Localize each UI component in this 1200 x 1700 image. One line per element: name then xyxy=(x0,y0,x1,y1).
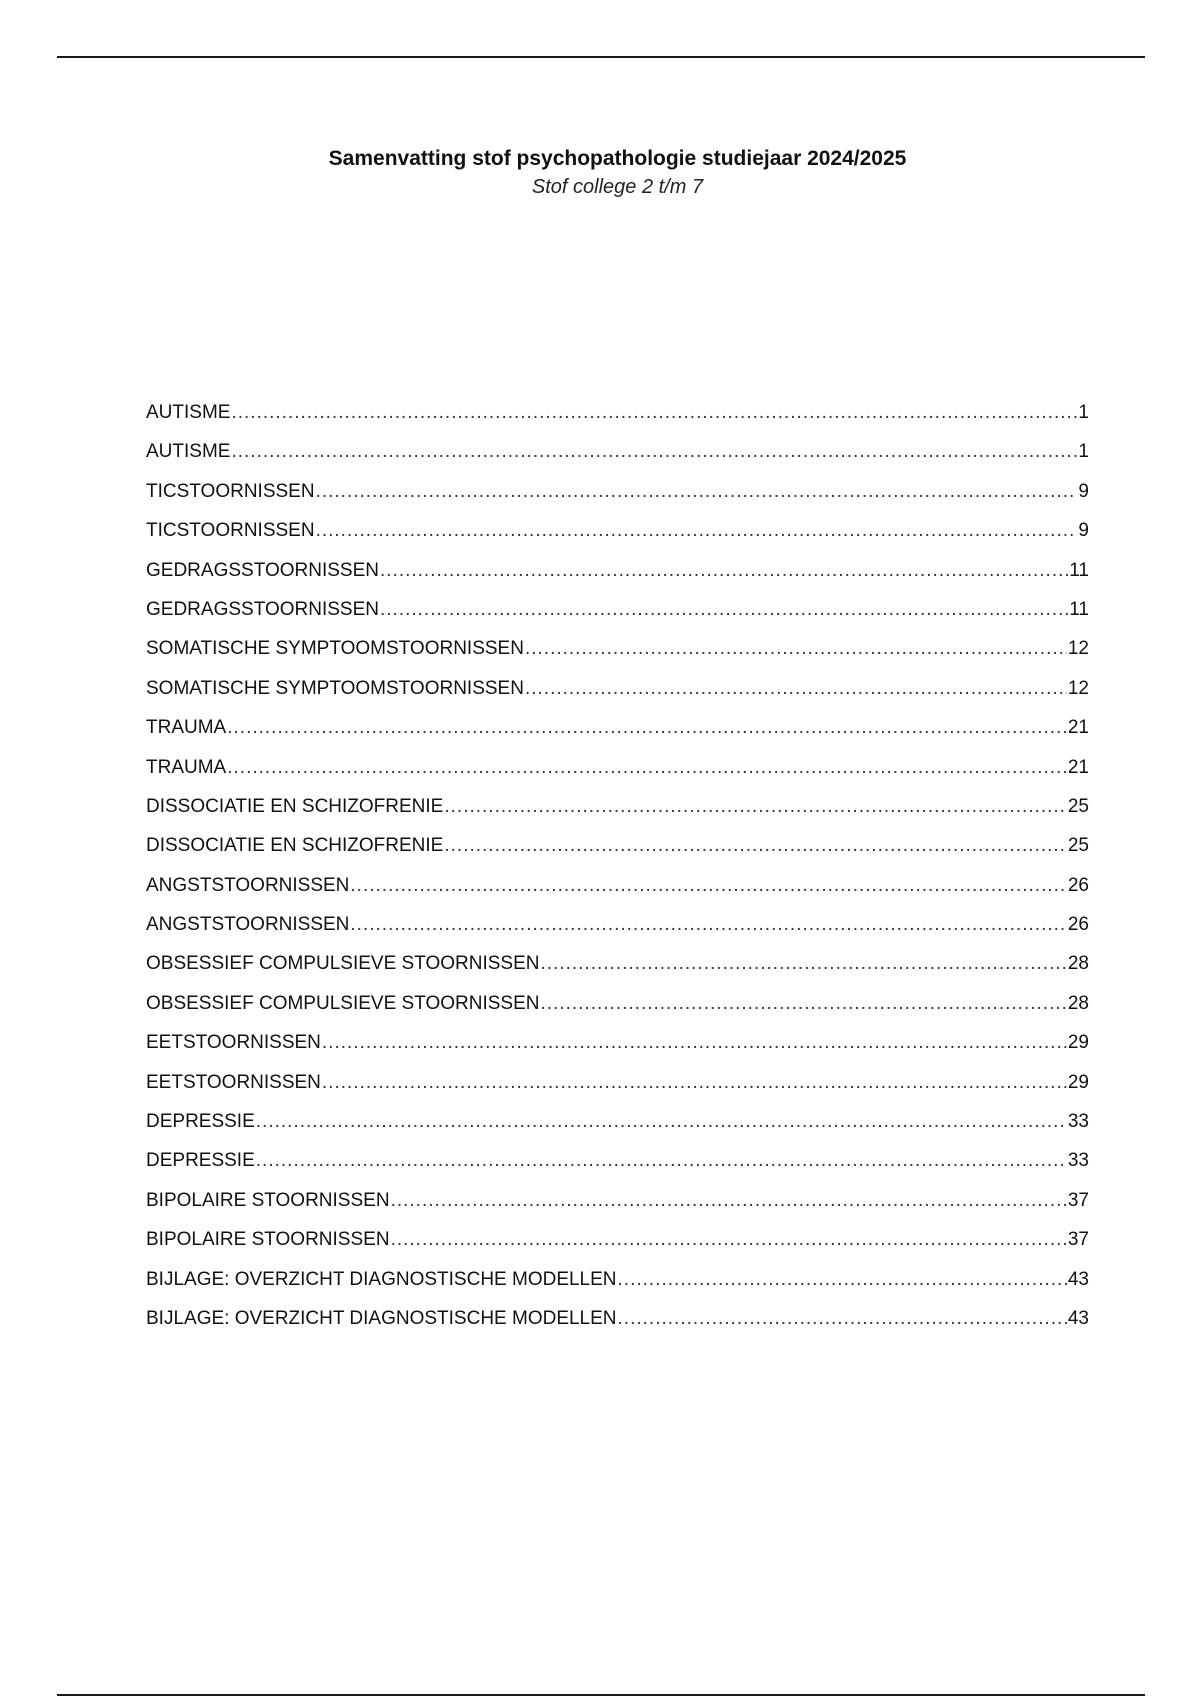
toc-entry-label: SOMATISCHE SYMPTOOMSTOORNISSEN xyxy=(146,677,524,699)
toc-entry[interactable] xyxy=(146,992,1089,1031)
toc-entry-label: EETSTOORNISSEN xyxy=(146,1032,321,1054)
toc-entry-page: 29 xyxy=(1067,1032,1089,1054)
toc-entry[interactable] xyxy=(146,952,1089,991)
toc-entry-page: 11 xyxy=(1069,559,1089,581)
toc-entry-label: ANGSTSTOORNISSEN xyxy=(146,874,350,896)
toc-dot-leader xyxy=(316,519,1078,543)
toc-entry[interactable] xyxy=(146,598,1089,637)
toc-entry[interactable] xyxy=(146,559,1089,598)
toc-entry-page: 1 xyxy=(1078,402,1089,423)
toc-entry-page: 12 xyxy=(1067,677,1089,699)
toc-entry[interactable] xyxy=(146,795,1089,834)
toc-entry-page: 43 xyxy=(1067,1268,1089,1290)
toc-entry-page: 9 xyxy=(1078,520,1089,542)
toc-dot-leader xyxy=(350,874,1066,898)
toc-entry-label: BIJLAGE: OVERZICHT DIAGNOSTISCHE MODELLEN xyxy=(146,1307,617,1329)
toc-entry[interactable] xyxy=(146,440,1089,479)
toc-entry-label: BIPOLAIRE STOORNISSEN xyxy=(146,1189,390,1211)
toc-entry-label: GEDRAGSSTOORNISSEN xyxy=(146,598,379,620)
toc-entry-label: BIJLAGE: OVERZICHT DIAGNOSTISCHE MODELLEN xyxy=(146,1268,617,1290)
toc-dot-leader xyxy=(540,952,1066,976)
toc-entry[interactable] xyxy=(146,913,1089,952)
header-rule xyxy=(57,56,1145,58)
toc-entry[interactable] xyxy=(146,480,1089,519)
toc-entry-page: 33 xyxy=(1067,1111,1089,1133)
toc-entry-page: 37 xyxy=(1067,1229,1089,1251)
toc-entry-label: OBSESSIEF COMPULSIEVE STOORNISSEN xyxy=(146,953,540,975)
document-title: Samenvatting stof psychopathologie studiejaar 2024/2025 xyxy=(328,147,907,170)
toc-entry-label: DEPRESSIE xyxy=(146,1150,255,1172)
toc-entry[interactable] xyxy=(146,1268,1089,1307)
toc-dot-leader xyxy=(256,1110,1067,1134)
toc-entry-page: 25 xyxy=(1067,835,1089,857)
toc-entry-page: 43 xyxy=(1067,1307,1089,1329)
toc-dot-leader xyxy=(391,1189,1067,1213)
toc-entry-page: 33 xyxy=(1067,1150,1089,1172)
toc-entry-label: AUTISME xyxy=(146,441,231,463)
toc-dot-leader xyxy=(380,598,1068,622)
toc-entry-label: GEDRAGSSTOORNISSEN xyxy=(146,559,379,581)
toc-entry-label: SOMATISCHE SYMPTOOMSTOORNISSEN xyxy=(146,638,524,660)
toc-dot-leader xyxy=(540,992,1066,1016)
toc-entry-label: DEPRESSIE xyxy=(146,1111,255,1133)
toc-entry[interactable] xyxy=(146,1071,1089,1110)
toc-entry-page: 28 xyxy=(1067,953,1089,975)
toc-dot-leader xyxy=(525,677,1067,701)
toc-entry-page: 12 xyxy=(1067,638,1089,660)
toc-entry-label: OBSESSIEF COMPULSIEVE STOORNISSEN xyxy=(146,992,540,1014)
toc-entry-label: ANGSTSTOORNISSEN xyxy=(146,914,350,936)
toc-entry-page: 21 xyxy=(1067,717,1089,739)
toc-dot-leader xyxy=(227,716,1067,740)
toc-entry-label: TRAUMA xyxy=(146,717,227,739)
toc-entry[interactable] xyxy=(146,1189,1089,1228)
toc-entry[interactable] xyxy=(146,1110,1089,1149)
toc-entry-page: 25 xyxy=(1067,795,1089,817)
toc-dot-leader xyxy=(444,795,1067,819)
toc-entry[interactable] xyxy=(146,1149,1089,1188)
toc-dot-leader xyxy=(231,440,1077,464)
toc-dot-leader xyxy=(618,1307,1067,1331)
toc-dot-leader xyxy=(525,637,1067,661)
toc-entry[interactable] xyxy=(146,677,1089,716)
toc-entry-page: 26 xyxy=(1067,874,1089,896)
toc-entry[interactable] xyxy=(146,519,1089,558)
toc-entry-label: DISSOCIATIE EN SCHIZOFRENIE xyxy=(146,795,444,817)
toc-dot-leader xyxy=(322,1031,1067,1055)
toc-entry[interactable] xyxy=(146,637,1089,676)
toc-entry[interactable] xyxy=(146,1228,1089,1267)
toc-entry[interactable] xyxy=(146,1307,1089,1346)
toc-entry-label: AUTISME xyxy=(146,402,231,423)
toc-entry-label: TICSTOORNISSEN xyxy=(146,520,315,542)
toc-entry-label: DISSOCIATIE EN SCHIZOFRENIE xyxy=(146,835,444,857)
toc-dot-leader xyxy=(231,401,1077,425)
toc-entry-label: EETSTOORNISSEN xyxy=(146,1071,321,1093)
toc-entry[interactable] xyxy=(146,874,1089,913)
toc-dot-leader xyxy=(227,756,1067,780)
toc-entry-page: 11 xyxy=(1069,598,1089,620)
toc-entry[interactable] xyxy=(146,1031,1089,1070)
toc-entry-page: 26 xyxy=(1067,914,1089,936)
toc-entry-label: TICSTOORNISSEN xyxy=(146,480,315,502)
toc-entry[interactable] xyxy=(146,716,1089,755)
toc-dot-leader xyxy=(350,913,1066,937)
toc-entry-page: 28 xyxy=(1067,992,1089,1014)
toc-entry-page: 37 xyxy=(1067,1189,1089,1211)
document-subtitle: Stof college 2 t/m 7 xyxy=(531,176,704,198)
toc-entry[interactable] xyxy=(146,756,1089,795)
toc-dot-leader xyxy=(444,834,1067,858)
toc-entry-label: BIPOLAIRE STOORNISSEN xyxy=(146,1229,390,1251)
toc-dot-leader xyxy=(618,1268,1067,1292)
table-of-contents xyxy=(146,401,1089,1346)
toc-entry[interactable] xyxy=(146,401,1089,440)
toc-entry-page: 9 xyxy=(1078,480,1089,502)
toc-dot-leader xyxy=(316,480,1078,504)
toc-entry-label: TRAUMA xyxy=(146,756,227,778)
toc-entry[interactable] xyxy=(146,834,1089,873)
toc-dot-leader xyxy=(380,559,1068,583)
toc-dot-leader xyxy=(391,1228,1067,1252)
footer-rule xyxy=(57,1694,1145,1696)
toc-entry-page: 1 xyxy=(1078,441,1089,463)
toc-dot-leader xyxy=(322,1071,1067,1095)
toc-dot-leader xyxy=(256,1149,1067,1173)
toc-entry-page: 29 xyxy=(1067,1071,1089,1093)
toc-entry-page: 21 xyxy=(1067,756,1089,778)
